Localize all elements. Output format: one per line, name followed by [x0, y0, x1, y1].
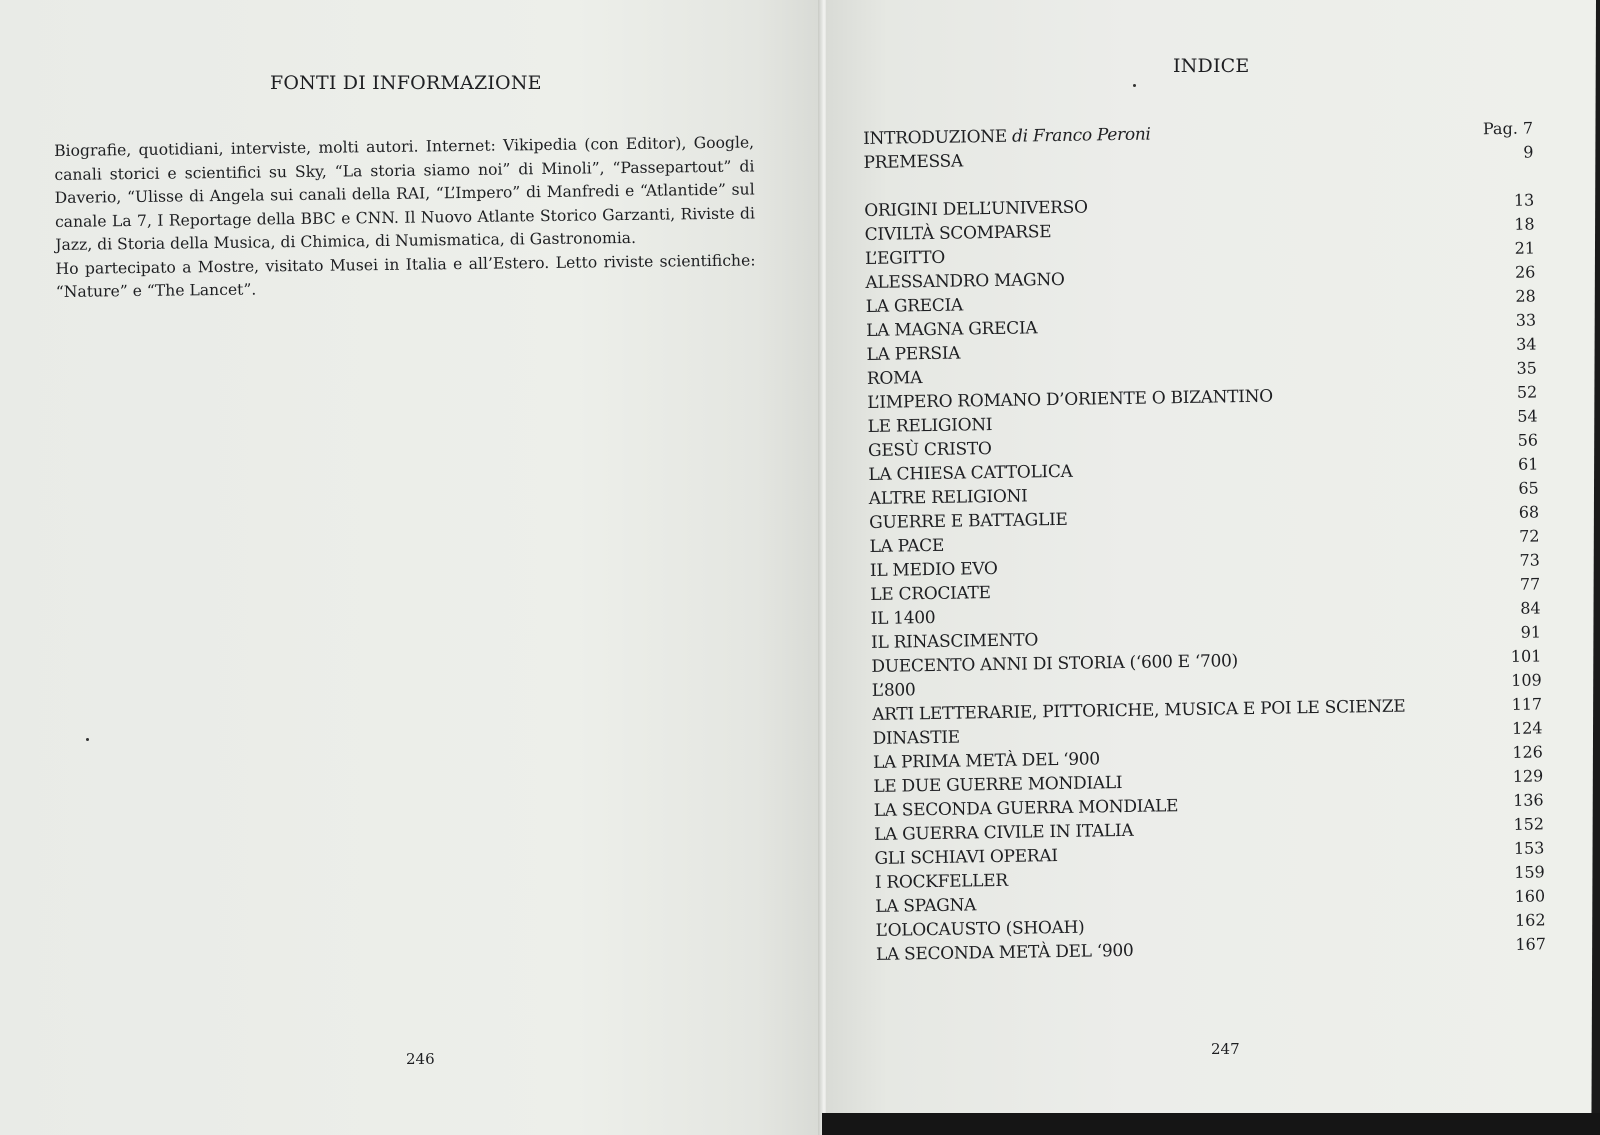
toc-label: LA PACE: [869, 535, 945, 557]
toc-label: LA PERSIA: [866, 343, 961, 365]
toc-page: 162: [1514, 910, 1546, 930]
toc-label: PREMESSA: [863, 151, 964, 173]
toc-page: 13: [1513, 190, 1535, 210]
toc-label: ALESSANDRO MAGNO: [865, 269, 1065, 293]
toc-page: Pag. 7: [1482, 118, 1534, 139]
toc-label: ALTRE RELIGIONI: [868, 486, 1028, 509]
toc-label: DINASTIE: [872, 727, 960, 749]
toc-page: 152: [1513, 814, 1545, 834]
toc-page: 26: [1514, 262, 1536, 282]
toc-label: L’IMPERO ROMANO D’ORIENTE O BIZANTINO: [867, 386, 1274, 413]
toc-label: ROMA: [866, 368, 923, 389]
toc-page: 124: [1511, 718, 1543, 738]
toc-label: IL RINASCIMENTO: [870, 630, 1039, 653]
toc-label: L’EGITTO: [864, 247, 946, 269]
toc-page: 28: [1515, 286, 1536, 306]
toc-label: GUERRE E BATTAGLIE: [869, 509, 1068, 533]
toc-page: 117: [1511, 694, 1543, 714]
toc-label: L’800: [871, 680, 916, 701]
toc-label: CIVILTÀ SCOMPARSE: [864, 222, 1052, 245]
toc-label: LA GRECIA: [865, 295, 964, 317]
toc-page: 56: [1517, 430, 1539, 450]
toc-page: 18: [1514, 214, 1535, 234]
toc-page: 91: [1520, 622, 1542, 642]
table-of-contents: [863, 116, 1546, 966]
toc-page: 34: [1515, 334, 1537, 354]
toc-label: LA CHIESA CATTOLICA: [868, 461, 1073, 485]
toc-label: L’OLOCAUSTO (SHOAH): [875, 917, 1085, 941]
toc-page: 77: [1519, 574, 1541, 594]
toc-page: 167: [1515, 934, 1547, 954]
toc-label: ARTI LETTERARIE, PITTORICHE, MUSICA E POI LE SCIENZE: [872, 696, 1406, 725]
toc-page: 84: [1520, 598, 1541, 618]
toc-page: 159: [1514, 862, 1545, 882]
toc-label: LA PRIMA METÀ DEL ‘900: [872, 749, 1101, 773]
toc-page: 54: [1517, 406, 1538, 426]
toc-page: 136: [1512, 790, 1544, 810]
toc-page: 61: [1517, 454, 1539, 474]
toc-label: LE CROCIATE: [870, 583, 991, 605]
toc-page: 21: [1514, 238, 1536, 258]
toc-label: IL MEDIO EVO: [869, 558, 998, 581]
toc-page: 109: [1511, 670, 1542, 690]
toc-page: 129: [1512, 766, 1544, 786]
page-number: 247: [1211, 1040, 1240, 1058]
toc-label: LA SECONDA GUERRA MONDIALE: [873, 796, 1179, 821]
toc-page: 153: [1513, 838, 1545, 858]
toc-entries: [864, 188, 1546, 966]
toc-page: 65: [1518, 478, 1539, 498]
sources-text: [54, 131, 756, 304]
toc-page: 35: [1516, 358, 1538, 378]
toc-author: di Franco Peroni: [1011, 124, 1151, 147]
toc-page: 73: [1519, 550, 1541, 570]
toc-page: 72: [1519, 526, 1540, 546]
toc-page: 52: [1516, 382, 1538, 402]
toc-page: 33: [1515, 310, 1537, 330]
toc-label: INTRODUZIONE: [863, 126, 1008, 149]
scan-shadow: [822, 1113, 1600, 1135]
paper-speck: [1133, 84, 1136, 87]
toc-page: 160: [1514, 886, 1546, 906]
sources-paragraph: Biografie, quotidiani, interviste, molti autori. Internet: Vikipedia (con Editor), Google, canali storici e scientifici su Sky, “La storia siamo noi” di Minoli”, “Passepartout” di Daverio, “Ulisse di Angela sui canali della RAI, “L’Impero” di Manfredi e “Atlantide” sul canale La 7, I Reportage della BBC e CNN. Il Nuovo Atlante Storico Garzanti, Riviste di Jazz, di Storia della Musica, di Chimica, di Numismatica, di Gastronomia.: [54, 133, 756, 254]
toc-page: 68: [1518, 502, 1540, 522]
sources-paragraph: Ho partecipato a Mostre, visitato Musei in Italia e all’Estero. Letto riviste scientifiche: “Nature” e “The Lancet”.: [55, 250, 756, 301]
toc-label: LA SECONDA METÀ DEL ‘900: [875, 940, 1134, 965]
toc-label: I ROCKFELLER: [874, 870, 1008, 893]
toc-label: ORIGINI DELL’UNIVERSO: [864, 197, 1088, 221]
toc-page: 9: [1523, 142, 1534, 162]
toc-label: DUECENTO ANNI DI STORIA (‘600 E ‘700): [871, 651, 1239, 677]
page-number: 246: [406, 1050, 435, 1068]
toc-label: LA MAGNA GRECIA: [866, 318, 1038, 341]
toc-label: LA SPAGNA: [875, 895, 977, 917]
toc-label: LE RELIGIONI: [867, 415, 993, 437]
index-title: INDICE: [1173, 55, 1250, 77]
toc-label: IL 1400: [870, 607, 936, 629]
toc-page: 101: [1510, 646, 1542, 666]
paper-speck: [86, 738, 89, 741]
toc-label: LA GUERRA CIVILE IN ITALIA: [873, 820, 1134, 845]
page-title: FONTI DI INFORMAZIONE: [270, 72, 542, 94]
toc-label: LE DUE GUERRE MONDIALI: [873, 773, 1123, 797]
toc-label: GLI SCHIAVI OPERAI: [874, 846, 1058, 869]
toc-label: GESÙ CRISTO: [867, 439, 992, 461]
toc-page: 126: [1512, 742, 1544, 762]
